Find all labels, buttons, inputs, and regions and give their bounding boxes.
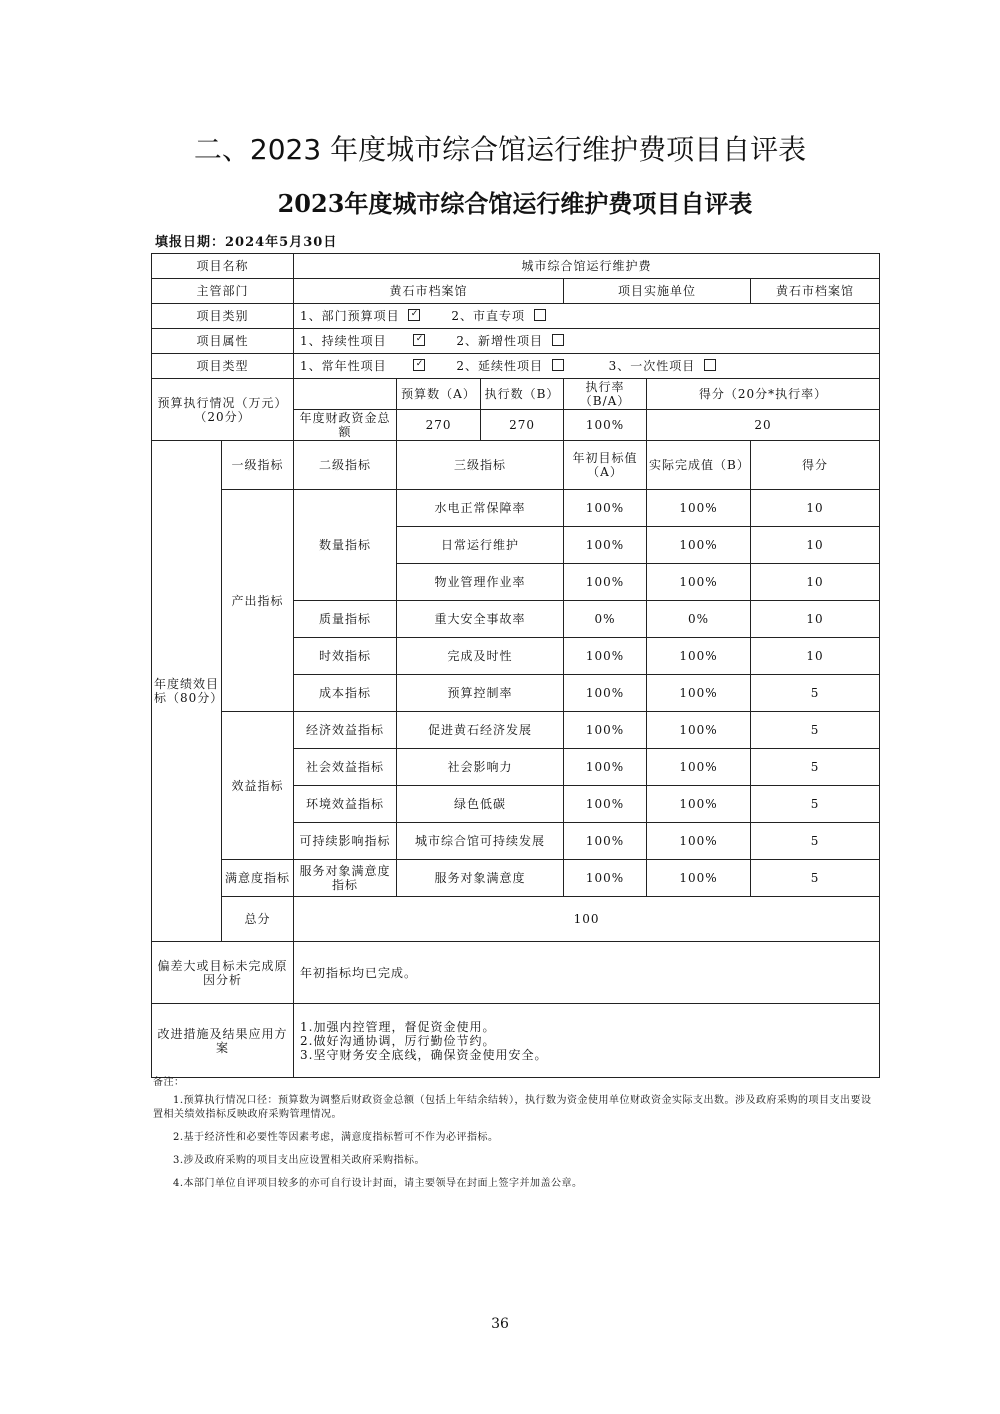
indicator-target: 100% — [564, 527, 647, 564]
impl-unit-value: 黄石市档案馆 — [751, 279, 880, 304]
type-option-1: 1、常年性项目 — [300, 359, 387, 373]
fill-date: 填报日期：2024年5月30日 — [155, 235, 338, 250]
col-budget-header: 预算数（A） — [397, 379, 481, 410]
target-header: 年初目标值（A） — [564, 441, 647, 490]
notes — [153, 1076, 873, 1191]
checkbox-empty-icon — [534, 309, 546, 321]
score-header: 得分 — [751, 441, 880, 490]
sustain-indicator-label: 可持续影响指标 — [294, 823, 397, 860]
type-option-3: 3、一次性项目 — [608, 359, 696, 373]
page-number: 36 — [491, 1316, 509, 1332]
level2-header: 二级指标 — [294, 441, 397, 490]
indicator-actual: 100% — [647, 675, 751, 712]
checkbox-empty-icon — [552, 359, 564, 371]
dept-label: 主管部门 — [152, 279, 294, 304]
indicator-score: 10 — [751, 638, 880, 675]
indicator-name: 重大安全事故率 — [397, 601, 564, 638]
indicator-score: 10 — [751, 490, 880, 527]
indicator-score: 5 — [751, 712, 880, 749]
impl-unit-label: 项目实施单位 — [564, 279, 751, 304]
budget-value: 270 — [397, 410, 481, 441]
table-row — [152, 712, 880, 749]
total-score-label: 总分 — [222, 897, 294, 942]
checkbox-checked-icon — [413, 334, 425, 346]
indicator-target: 100% — [564, 490, 647, 527]
annual-fund-label: 年度财政资金总额 — [294, 410, 397, 441]
indicator-name: 物业管理作业率 — [397, 564, 564, 601]
actual-header: 实际完成值（B） — [647, 441, 751, 490]
dept-value: 黄石市档案馆 — [294, 279, 564, 304]
checkbox-empty-icon — [704, 359, 716, 371]
indicator-name: 城市综合馆可持续发展 — [397, 823, 564, 860]
indicator-score: 10 — [751, 601, 880, 638]
table-title: 2023年度城市综合馆运行维护费项目自评表 — [277, 189, 753, 218]
perf-target-label: 年度绩效目标（80分） — [152, 441, 222, 942]
deviation-label: 偏差大或目标未完成原因分析 — [152, 942, 294, 1004]
indicator-name: 日常运行维护 — [397, 527, 564, 564]
output-indicator-label: 产出指标 — [222, 490, 294, 712]
level3-header: 三级指标 — [397, 441, 564, 490]
category-option-1: 1、部门预算项目 — [300, 309, 400, 323]
improve-value — [294, 1004, 880, 1078]
indicator-actual: 100% — [647, 823, 751, 860]
satisfaction-indicator-label: 满意度指标 — [222, 860, 294, 897]
timeliness-indicator-label: 时效指标 — [294, 638, 397, 675]
indicator-target: 100% — [564, 860, 647, 897]
indicator-score: 10 — [751, 527, 880, 564]
indicator-actual: 100% — [647, 638, 751, 675]
indicator-actual: 0% — [647, 601, 751, 638]
indicator-name: 水电正常保障率 — [397, 490, 564, 527]
indicator-actual: 100% — [647, 712, 751, 749]
table-row — [152, 379, 880, 410]
environment-indicator-label: 环境效益指标 — [294, 786, 397, 823]
note-item: 3.涉及政府采购的项目支出应设置相关政府采购指标。 — [173, 1155, 426, 1166]
indicator-actual: 100% — [647, 749, 751, 786]
rate-value: 100% — [564, 410, 647, 441]
budget-score-value: 20 — [647, 410, 880, 441]
note-item: 4.本部门单位自评项目较多的亦可自行设计封面，请主要领导在封面上签字并加盖公章。 — [173, 1178, 583, 1189]
indicator-actual: 100% — [647, 490, 751, 527]
table-row — [152, 490, 880, 527]
indicator-target: 100% — [564, 675, 647, 712]
table-row — [152, 897, 880, 942]
indicator-name: 完成及时性 — [397, 638, 564, 675]
table-row — [152, 304, 880, 329]
attribute-option-2: 2、新增性项目 — [456, 334, 543, 348]
attribute-label: 项目属性 — [152, 329, 294, 354]
indicator-score: 5 — [751, 860, 880, 897]
notes-title: 备注： — [153, 1077, 185, 1088]
indicator-actual: 100% — [647, 860, 751, 897]
table-row — [152, 279, 880, 304]
indicator-target: 100% — [564, 786, 647, 823]
self-evaluation-table — [151, 253, 880, 1078]
project-name-label: 项目名称 — [152, 254, 294, 279]
indicator-name: 绿色低碳 — [397, 786, 564, 823]
col-exec-header: 执行数（B） — [481, 379, 564, 410]
exec-value: 270 — [481, 410, 564, 441]
table-row — [152, 860, 880, 897]
indicator-name: 服务对象满意度 — [397, 860, 564, 897]
indicator-score: 5 — [751, 749, 880, 786]
note-item: 2.基于经济性和必要性等因素考虑，满意度指标暂可不作为必评指标。 — [173, 1132, 499, 1143]
table-row — [152, 1004, 880, 1078]
economic-indicator-label: 经济效益指标 — [294, 712, 397, 749]
col-score-header: 得分（20分*执行率） — [647, 379, 880, 410]
type-label: 项目类型 — [152, 354, 294, 379]
indicator-name: 促进黄石经济发展 — [397, 712, 564, 749]
indicator-score: 5 — [751, 823, 880, 860]
table-row — [152, 942, 880, 1004]
checkbox-checked-icon — [413, 359, 425, 371]
category-options — [294, 304, 880, 329]
checkbox-checked-icon — [408, 309, 420, 321]
indicator-score: 10 — [751, 564, 880, 601]
level1-header: 一级指标 — [222, 441, 294, 490]
note-item: 1.预算执行情况口径：预算数为调整后财政资金总额（包括上年结余结转），执行数为资金使用单位财政资金实际支出数。涉及政府采购的项目支出要设置相关绩效指标反映政府采购管理情况。 — [153, 1095, 872, 1120]
indicator-target: 100% — [564, 564, 647, 601]
type-option-2: 2、延续性项目 — [456, 359, 543, 373]
indicator-name: 社会影响力 — [397, 749, 564, 786]
table-row — [152, 354, 880, 379]
quality-indicator-label: 质量指标 — [294, 601, 397, 638]
budget-label: 预算执行情况（万元）（20分） — [152, 379, 294, 441]
table-row — [152, 254, 880, 279]
deviation-value: 年初指标均已完成。 — [294, 942, 880, 1004]
type-options — [294, 354, 880, 379]
table-row — [152, 441, 880, 490]
improve-label: 改进措施及结果应用方案 — [152, 1004, 294, 1078]
indicator-score: 5 — [751, 675, 880, 712]
budget-blank-cell — [294, 379, 397, 410]
improve-line: 1.加强内控管理，督促资金使用。 — [300, 1019, 496, 1034]
indicator-target: 100% — [564, 749, 647, 786]
indicator-score: 5 — [751, 786, 880, 823]
indicator-target: 100% — [564, 712, 647, 749]
project-name-value: 城市综合馆运行维护费 — [294, 254, 880, 279]
col-rate-header: 执行率（B/A） — [564, 379, 647, 410]
page-heading: 二、2023 年度城市综合馆运行维护费项目自评表 — [193, 133, 807, 166]
indicator-name: 预算控制率 — [397, 675, 564, 712]
category-label: 项目类别 — [152, 304, 294, 329]
indicator-target: 0% — [564, 601, 647, 638]
cost-indicator-label: 成本指标 — [294, 675, 397, 712]
indicator-actual: 100% — [647, 786, 751, 823]
category-option-2: 2、市直专项 — [451, 309, 525, 323]
indicator-actual: 100% — [647, 527, 751, 564]
attribute-option-1: 1、持续性项目 — [300, 334, 387, 348]
quantity-indicator-label: 数量指标 — [294, 490, 397, 601]
improve-line: 3.坚守财务安全底线，确保资金使用安全。 — [300, 1047, 548, 1062]
attribute-options — [294, 329, 880, 354]
service-indicator-label: 服务对象满意度指标 — [294, 860, 397, 897]
indicator-target: 100% — [564, 823, 647, 860]
indicator-target: 100% — [564, 638, 647, 675]
checkbox-empty-icon — [552, 334, 564, 346]
social-indicator-label: 社会效益指标 — [294, 749, 397, 786]
improve-line: 2.做好沟通协调，厉行勤俭节约。 — [300, 1033, 496, 1048]
indicator-actual: 100% — [647, 564, 751, 601]
benefit-indicator-label: 效益指标 — [222, 712, 294, 860]
table-row — [152, 329, 880, 354]
total-score-value: 100 — [294, 897, 880, 942]
